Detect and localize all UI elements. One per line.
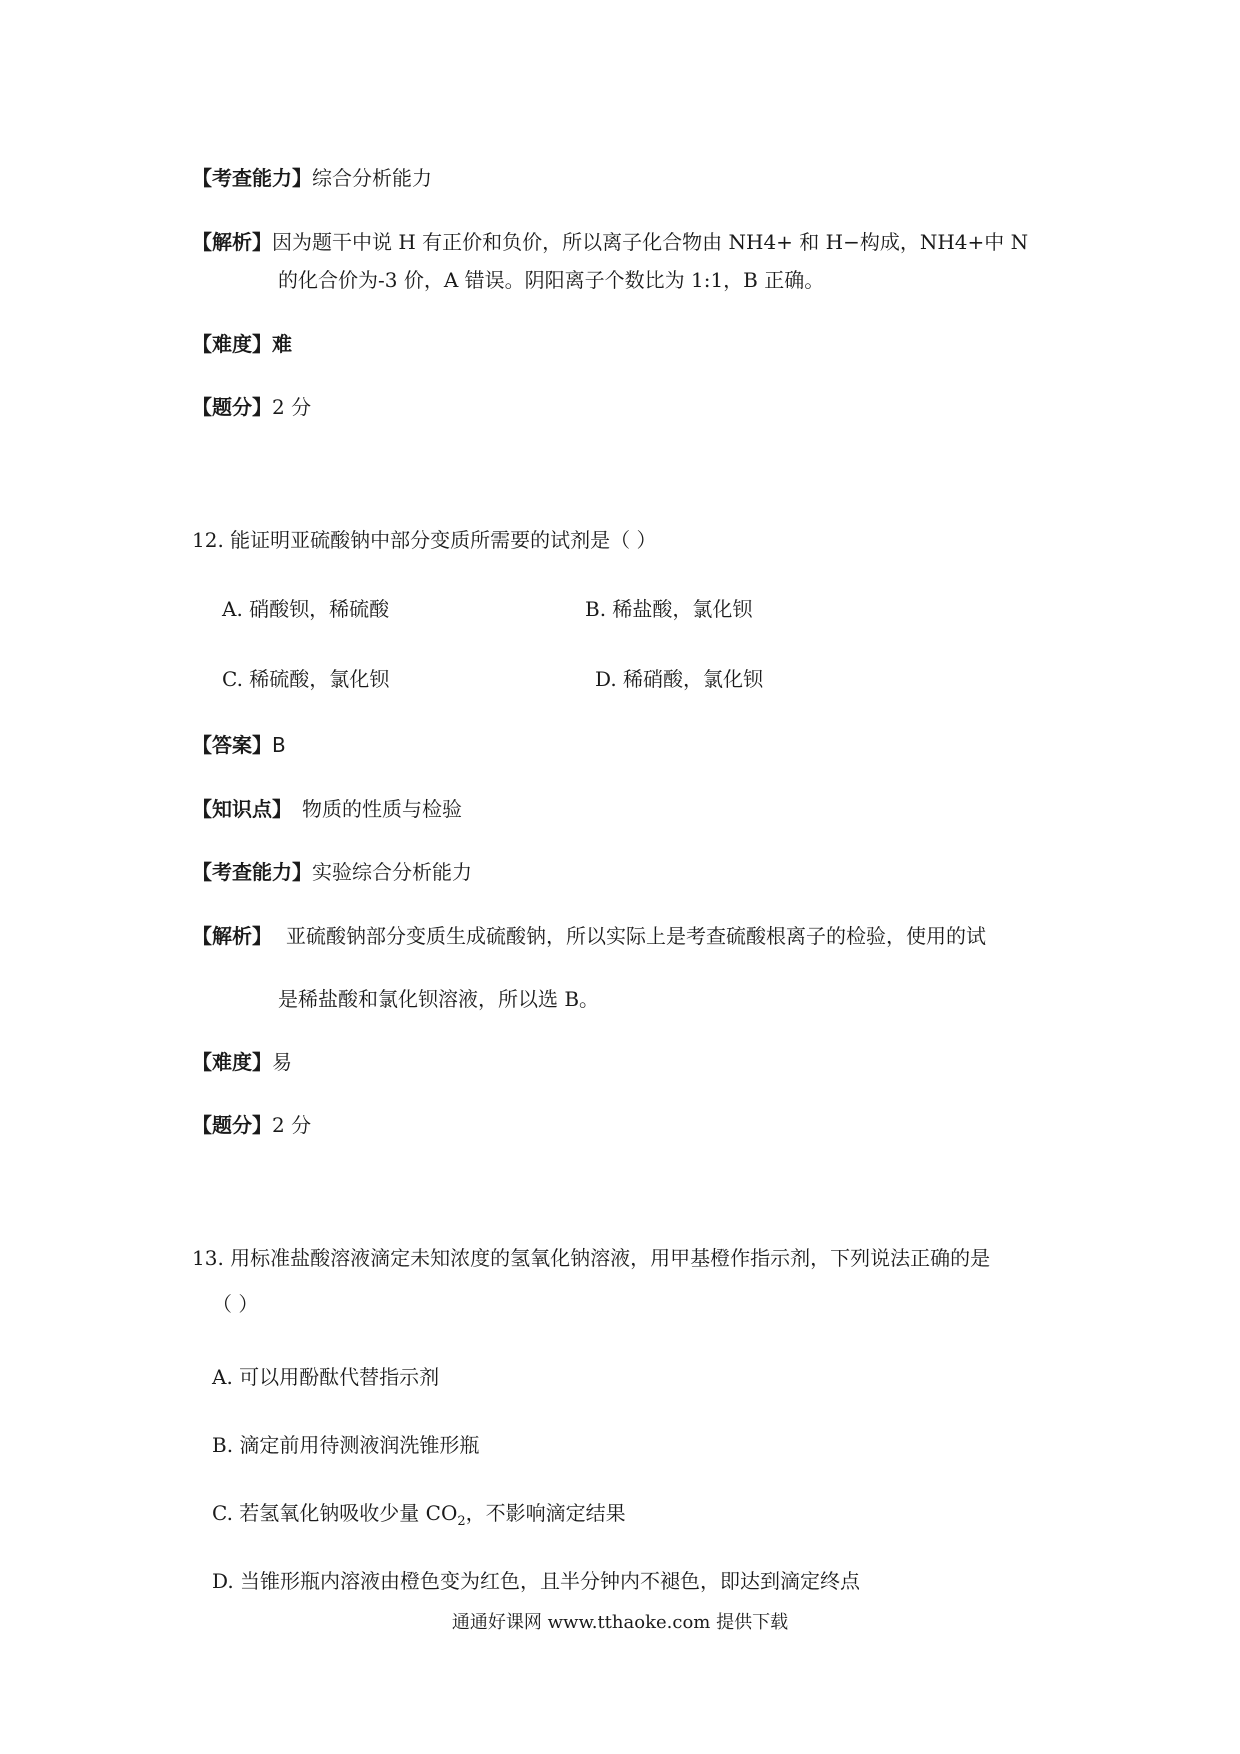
- q12-ability-text: 实验综合分析能力: [312, 860, 472, 884]
- q11-score-text: 2 分: [272, 395, 312, 419]
- q12-ability-row: [192, 858, 472, 886]
- q13-stem-line1: 13. 用标准盐酸溶液滴定未知浓度的氢氧化钠溶液，用甲基橙作指示剂，下列说法正确的是: [192, 1246, 991, 1270]
- q12-stem: 12. 能证明亚硫酸钠中部分变质所需要的试剂是（ ）: [192, 528, 657, 552]
- q12-knowledge-text: 物质的性质与检验: [302, 797, 462, 821]
- q12-analysis-line2: 是稀盐酸和氯化钡溶液，所以选 B。: [278, 987, 600, 1011]
- q11-score-row: [192, 393, 311, 421]
- q13-option-c-sub: 2: [457, 1514, 466, 1529]
- q11-analysis-line2: 的化合价为-3 价，A 错误。阴阳离子个数比为 1:1，B 正确。: [278, 268, 825, 292]
- q12-answer-row: [192, 731, 286, 759]
- q11-ability-tag: 【考查能力】: [192, 166, 312, 190]
- q12-analysis-tag: 【解析】: [192, 924, 272, 948]
- q13-option-c-pre: C. 若氢氧化钠吸收少量 CO: [212, 1501, 458, 1525]
- q12-difficulty-row: [192, 1048, 292, 1076]
- q11-difficulty-text: 难: [272, 332, 292, 356]
- q12-option-c: C. 稀硫酸，氯化钡: [222, 667, 390, 691]
- q12-score-row: [192, 1111, 311, 1139]
- q12-knowledge-row: [192, 795, 462, 823]
- q11-difficulty-row: [192, 330, 292, 358]
- q12-option-b: B. 稀盐酸，氯化钡: [585, 597, 753, 621]
- q12-ability-tag: 【考查能力】: [192, 860, 312, 884]
- q11-ability-row: [192, 164, 432, 192]
- q11-analysis-tag: 【解析】: [192, 230, 272, 254]
- q11-ability-text: 综合分析能力: [312, 166, 432, 190]
- q13-option-b: B. 滴定前用待测液润洗锥形瓶: [212, 1433, 480, 1457]
- q13-option-c-post: ，不影响滴定结果: [465, 1501, 626, 1525]
- q13-option-a: A. 可以用酚酞代替指示剂: [212, 1365, 440, 1389]
- q12-score-tag: 【题分】: [192, 1113, 272, 1137]
- q12-option-d: D. 稀硝酸，氯化钡: [595, 667, 764, 691]
- q13-stem-line2: （ ）: [212, 1292, 259, 1316]
- q12-answer-text: B: [272, 733, 286, 757]
- q12-answer-tag: 【答案】: [192, 733, 272, 757]
- q11-score-tag: 【题分】: [192, 395, 272, 419]
- q12-analysis-row: [192, 922, 986, 950]
- page-footer: 通通好课网 www.tthaoke.com 提供下载: [451, 1612, 789, 1633]
- q13-option-c: [212, 1499, 626, 1527]
- q12-score-text: 2 分: [272, 1113, 312, 1137]
- q12-analysis-line1: 亚硫酸钠部分变质生成硫酸钠，所以实际上是考查硫酸根离子的检验，使用的试: [286, 924, 986, 948]
- q11-difficulty-tag: 【难度】: [192, 332, 272, 356]
- q11-analysis-row: [192, 228, 1028, 256]
- q12-option-a: A. 硝酸钡，稀硫酸: [222, 597, 390, 621]
- q12-difficulty-tag: 【难度】: [192, 1050, 272, 1074]
- q13-option-d: D. 当锥形瓶内溶液由橙色变为红色，且半分钟内不褪色，即达到滴定终点: [212, 1569, 861, 1593]
- q12-knowledge-tag: 【知识点】: [192, 797, 292, 821]
- q12-difficulty-text: 易: [272, 1050, 292, 1074]
- q11-analysis-line1: 因为题干中说 H 有正价和负价，所以离子化合物由 NH4+ 和 H−构成，NH4+中 N: [272, 230, 1029, 254]
